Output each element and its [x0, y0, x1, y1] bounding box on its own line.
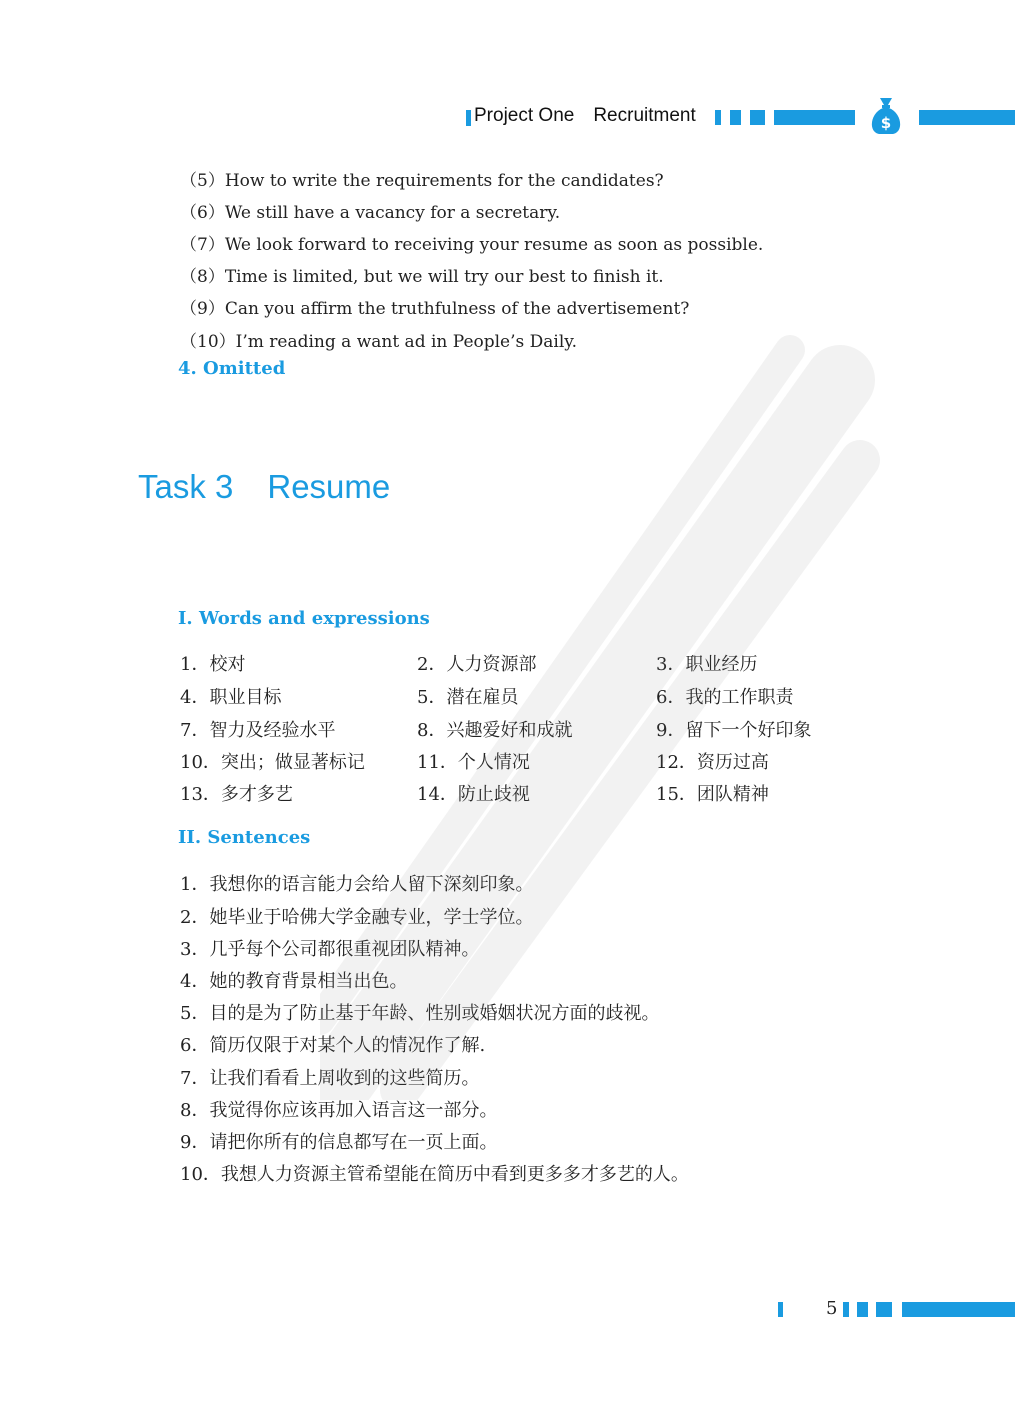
sentences-heading: II. Sentences: [178, 827, 311, 848]
sentence-item: 2．她毕业于哈佛大学金融专业，学士学位。: [180, 907, 534, 928]
task-name: Resume: [267, 468, 391, 505]
word-item: 11．个人情况: [417, 752, 530, 773]
sentence-line: （10）I’m reading a want ad in People’s Daily.: [180, 332, 578, 352]
word-item: 15．团队精神: [656, 784, 769, 805]
word-item: 7．智力及经验水平: [180, 720, 336, 741]
svg-text:$: $: [880, 114, 892, 132]
word-item: 2．人力资源部: [417, 654, 537, 675]
word-item: 4．职业目标: [180, 687, 282, 708]
sentence-item: 10．我想人力资源主管希望能在简历中看到更多多才多艺的人。: [180, 1164, 689, 1185]
footer-block: [876, 1302, 892, 1317]
sentence-line: （9）Can you affirm the truthfulness of the advertisement?: [180, 299, 690, 319]
footer-block: [843, 1302, 849, 1317]
sentence-item: 6．简历仅限于对某个人的情况作了解.: [180, 1035, 486, 1056]
header-section: Recruitment: [593, 105, 696, 126]
footer-block: [857, 1302, 868, 1317]
words-heading: I. Words and expressions: [178, 608, 430, 629]
sentence-line: （7）We look forward to receiving your resume as soon as possible.: [180, 235, 764, 255]
sentence-item: 9．请把你所有的信息都写在一页上面。: [180, 1132, 498, 1153]
header-block: [750, 110, 765, 125]
task-number: Task 3: [138, 468, 234, 505]
sentence-line: （5）How to write the requirements for the candidates?: [180, 171, 664, 191]
sentence-item: 7．让我们看看上周收到的这些简历。: [180, 1068, 480, 1089]
word-item: 1．校对: [180, 654, 246, 675]
header-bar: [919, 110, 1015, 125]
word-item: 10．突出；做显著标记: [180, 752, 365, 773]
header-mark: [466, 110, 471, 126]
word-item: 3．职业经历: [656, 654, 758, 675]
sentence-line: （6）We still have a vacancy for a secretary.: [180, 203, 561, 223]
word-item: 13．多才多艺: [180, 784, 293, 805]
sentence-item: 5．目的是为了防止基于年龄、性别或婚姻状况方面的歧视。: [180, 1003, 660, 1024]
sentence-line: （8）Time is limited, but we will try our best to finish it.: [180, 267, 664, 287]
header-block: [715, 110, 721, 125]
footer-mark: [778, 1302, 783, 1317]
word-item: 8．兴趣爱好和成就: [417, 720, 573, 741]
header-project: Project One: [474, 105, 575, 126]
sentence-item: 4．她的教育背景相当出色。: [180, 971, 408, 992]
omitted-heading: 4. Omitted: [178, 358, 286, 379]
task-title: [138, 468, 390, 506]
header-title: [474, 105, 696, 127]
sentence-item: 1．我想你的语言能力会给人留下深刻印象。: [180, 874, 534, 895]
word-item: 5．潜在雇员: [417, 687, 519, 708]
sentence-item: 3．几乎每个公司都很重视团队精神。: [180, 939, 480, 960]
page-number: 5: [826, 1298, 838, 1319]
page-header: [0, 100, 1015, 140]
money-bag-icon: [866, 94, 906, 136]
footer-bar: [902, 1302, 1015, 1317]
header-block: [730, 110, 741, 125]
word-item: 6．我的工作职责: [656, 687, 794, 708]
header-bar: [774, 110, 855, 125]
sentence-item: 8．我觉得你应该再加入语言这一部分。: [180, 1100, 498, 1121]
word-item: 9．留下一个好印象: [656, 720, 812, 741]
word-item: 12．资历过高: [656, 752, 769, 773]
word-item: 14．防止歧视: [417, 784, 530, 805]
